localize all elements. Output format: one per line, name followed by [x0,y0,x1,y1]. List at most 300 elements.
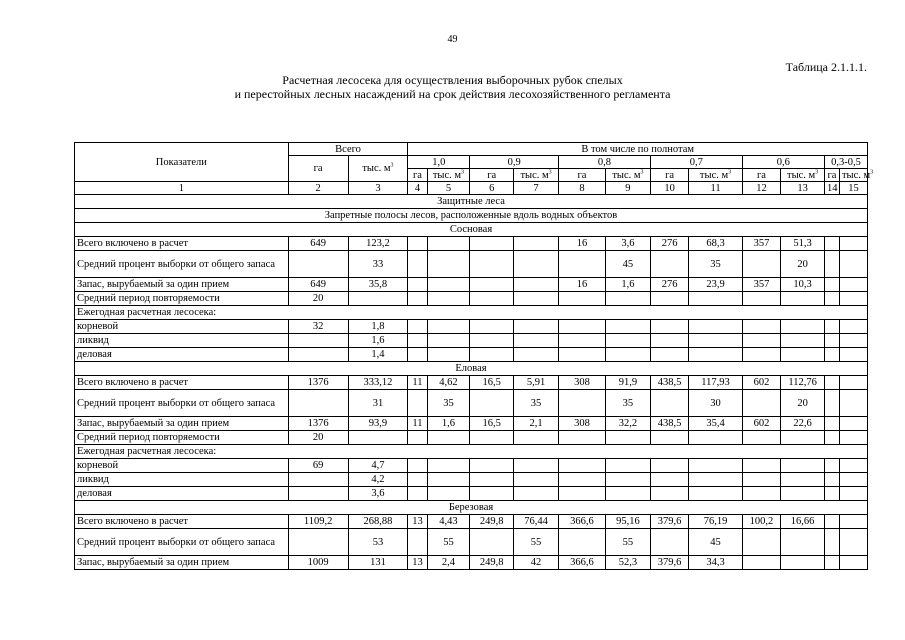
table-cell: 117,93 [689,376,742,390]
row-label: корневой [75,459,289,473]
table-cell: 438,5 [650,417,688,431]
table-cell: 276 [650,278,688,292]
table-cell: 131 [348,556,408,570]
table-cell [408,473,427,487]
table-cell [427,431,470,445]
species-label: Еловая [75,362,868,376]
table-cell [781,556,825,570]
table-cell [839,431,867,445]
table-cell [742,473,780,487]
table-cell [605,487,650,501]
column-number: 14 [824,182,839,195]
row-label: Запас, вырубаемый за один прием [75,278,289,292]
header-unit-volume: тыс. $м^3$ [781,169,825,182]
table-cell [470,334,514,348]
table-cell [348,431,408,445]
table-cell [781,320,825,334]
table-cell [408,334,427,348]
table-cell [689,292,742,306]
table-title [0,73,905,101]
header-unit-ha: га [470,169,514,182]
table-cell [605,348,650,362]
column-number: 2 [288,182,348,195]
table-cell [650,348,688,362]
header-total: Всего [288,143,408,156]
table-cell [514,459,559,473]
table-cell [558,431,605,445]
table-cell [742,251,780,278]
table-cell [427,278,470,292]
table-cell [839,515,867,529]
table-cell: 379,6 [650,556,688,570]
table-cell [650,529,688,556]
row-label: Всего включено в расчет [75,237,289,251]
table-cell: 51,3 [781,237,825,251]
table-cell: 649 [288,278,348,292]
subheading-row [75,306,868,320]
table-cell [288,529,348,556]
header-unit-ha: га [408,169,427,182]
row-label: Всего включено в расчет [75,376,289,390]
table-cell [408,348,427,362]
table-cell [824,529,839,556]
table-cell [514,487,559,501]
table-cell: 68,3 [689,237,742,251]
table-row [75,334,868,348]
table-cell [742,556,780,570]
row-label: ликвид [75,473,289,487]
table-cell [824,556,839,570]
table-cell [514,278,559,292]
row-label: Всего включено в расчет [75,515,289,529]
table-cell: 1009 [288,556,348,570]
row-label: Средний период повторяемости [75,431,289,445]
table-cell [824,348,839,362]
table-cell: 1109,2 [288,515,348,529]
row-label: деловая [75,487,289,501]
table-cell: 2,1 [514,417,559,431]
column-number: 3 [348,182,408,195]
header-unit-volume: тыс. $м^3$ [839,169,867,182]
table-cell [839,556,867,570]
table-cell: 649 [288,237,348,251]
table-cell [742,320,780,334]
table-cell [839,390,867,417]
table-cell [288,487,348,501]
table-cell [650,459,688,473]
table-cell: 35 [689,251,742,278]
table-cell: 366,6 [558,556,605,570]
table-cell [839,237,867,251]
table-row [75,487,868,501]
table-cell [689,334,742,348]
table-cell [839,292,867,306]
table-cell [781,348,825,362]
header-density: 0,6 [742,156,824,169]
table-row [75,292,868,306]
table-cell [470,529,514,556]
table-cell [558,334,605,348]
table-cell [824,515,839,529]
table-cell [408,487,427,501]
table-cell [824,459,839,473]
section-row [75,195,868,209]
table-cell: 20 [288,431,348,445]
table-cell: 55 [427,529,470,556]
table-cell: 76,44 [514,515,559,529]
header-unit-ha: га [742,169,780,182]
column-number: 4 [408,182,427,195]
table-cell [427,334,470,348]
table-row [75,376,868,390]
table-cell: 1,6 [348,334,408,348]
table-cell [781,529,825,556]
table-cell [650,320,688,334]
table-cell [427,292,470,306]
table-cell [824,376,839,390]
table-cell: 112,76 [781,376,825,390]
row-label: Средний процент выборки от общего запаса [75,251,289,278]
table-cell: 249,8 [470,556,514,570]
table-cell: 2,4 [427,556,470,570]
column-number: 6 [470,182,514,195]
table-cell: 100,2 [742,515,780,529]
header-total-ha: га [288,156,348,182]
table-cell: 123,2 [348,237,408,251]
table-cell: 20 [781,251,825,278]
table-cell [824,417,839,431]
column-number: 5 [427,182,470,195]
table-cell [288,473,348,487]
row-label: корневой [75,320,289,334]
header-total-volume: тыс. $м^3$ [348,156,408,182]
table-cell: 16 [558,278,605,292]
table-cell: 22,6 [781,417,825,431]
header-including: В том числе по полнотам [408,143,868,156]
table-cell [427,320,470,334]
table-cell [408,431,427,445]
table-cell [514,431,559,445]
table-cell: 20 [781,390,825,417]
table-cell [650,334,688,348]
table-cell [824,334,839,348]
table-cell [558,320,605,334]
species-label: Сосновая [75,223,868,237]
table-cell [470,459,514,473]
table-cell [348,292,408,306]
table-cell [408,459,427,473]
table-cell [558,529,605,556]
table-cell [408,251,427,278]
table-cell: 1,6 [605,278,650,292]
table-cell [781,292,825,306]
header-column-numbers [75,182,868,195]
table-cell: 16,5 [470,376,514,390]
table-row [75,473,868,487]
table-cell [470,237,514,251]
header-density: 0,3-0,5 [824,156,867,169]
table-cell: 13 [408,515,427,529]
header-unit-volume: тыс. $м^3$ [605,169,650,182]
table-cell [470,278,514,292]
table-cell [427,237,470,251]
table-cell [650,390,688,417]
table-cell [839,473,867,487]
table-cell [470,348,514,362]
table-cell: 276 [650,237,688,251]
table-cell [650,431,688,445]
table-row [75,320,868,334]
table-cell: 366,6 [558,515,605,529]
table-cell: 1,4 [348,348,408,362]
table-cell: 45 [605,251,650,278]
table-cell [470,473,514,487]
table-cell [689,320,742,334]
table-cell: 93,9 [348,417,408,431]
forest-cutting-table [74,142,874,570]
table-cell: 32 [288,320,348,334]
header-density: 0,7 [650,156,742,169]
table-cell: 3,6 [605,237,650,251]
table-cell [824,487,839,501]
table-cell [470,251,514,278]
table-cell [558,487,605,501]
table-cell [689,431,742,445]
table-cell: 308 [558,417,605,431]
row-label: Запас, вырубаемый за один прием [75,556,289,570]
table-cell [408,529,427,556]
table-row [75,515,868,529]
table-cell [408,292,427,306]
table-cell [839,529,867,556]
table-cell [408,320,427,334]
table-cell: 35,8 [348,278,408,292]
table-row [75,278,868,292]
table-cell: 1376 [288,417,348,431]
table-cell [781,487,825,501]
column-number: 10 [650,182,688,195]
table-cell: 32,2 [605,417,650,431]
table-cell: 5,91 [514,376,559,390]
table-cell: 55 [514,529,559,556]
section-water-strips: Запретные полосы лесов, расположенные вдоль водных объектов [75,209,868,223]
table-cell [839,278,867,292]
table-header [75,143,874,195]
table-cell: 4,43 [427,515,470,529]
table-cell [558,390,605,417]
table-cell [689,459,742,473]
table-cell [781,473,825,487]
table-cell: 268,88 [348,515,408,529]
table-cell [824,320,839,334]
title-line-1: Расчетная лесосека для осуществления выборочных рубок спелых [282,73,623,87]
table-cell [742,390,780,417]
row-label: Ежегодная расчетная лесосека: [75,306,868,320]
subheading-row [75,445,868,459]
table-cell [689,348,742,362]
table-cell [470,431,514,445]
header-unit-ha: га [824,169,839,182]
table-cell: 76,19 [689,515,742,529]
table-cell [558,473,605,487]
table-cell: 333,12 [348,376,408,390]
title-line-2: и перестойных лесных насаждений на срок действия лесохозяйственного регламента [234,87,671,101]
header-indicators: Показатели [75,143,289,182]
table-cell: 16,5 [470,417,514,431]
row-label: деловая [75,348,289,362]
row-label: Средний процент выборки от общего запаса [75,529,289,556]
table-cell [650,251,688,278]
table-cell: 3,6 [348,487,408,501]
row-label: Средний процент выборки от общего запаса [75,390,289,417]
table-cell [839,417,867,431]
species-row [75,223,868,237]
table-cell [781,431,825,445]
table-cell: 35 [427,390,470,417]
table-cell: 602 [742,376,780,390]
table-row [75,417,868,431]
column-number: 9 [605,182,650,195]
species-label: Березовая [75,501,868,515]
table-cell [514,320,559,334]
table-cell [558,348,605,362]
table-cell [742,292,780,306]
table-cell [824,390,839,417]
table-cell [742,348,780,362]
table-cell [839,320,867,334]
table-cell [470,487,514,501]
table-body [75,195,868,570]
column-number: 8 [558,182,605,195]
table-cell [427,348,470,362]
table-cell: 20 [288,292,348,306]
table-cell [427,459,470,473]
table-cell: 69 [288,459,348,473]
table-cell [742,487,780,501]
table-cell: 45 [689,529,742,556]
table-row [75,431,868,445]
table-cell [427,251,470,278]
table-cell [839,376,867,390]
column-number: 12 [742,182,780,195]
table-cell: 33 [348,251,408,278]
row-label: Ежегодная расчетная лесосека: [75,445,868,459]
table-cell [605,320,650,334]
table-cell: 95,16 [605,515,650,529]
table-cell [605,459,650,473]
table-cell [839,251,867,278]
table-cell [470,292,514,306]
header-unit-volume: тыс. $м^3$ [689,169,742,182]
page-number: 49 [447,34,458,45]
table-cell: 4,2 [348,473,408,487]
table-cell [427,487,470,501]
table-cell [650,487,688,501]
table-cell: 11 [408,376,427,390]
table-cell: 10,3 [781,278,825,292]
table-cell [288,348,348,362]
table-cell [288,390,348,417]
header-density: 0,9 [470,156,559,169]
table-cell: 1,6 [427,417,470,431]
table-cell: 34,3 [689,556,742,570]
table-cell [288,251,348,278]
table-cell [650,292,688,306]
table-cell [824,292,839,306]
column-number: 7 [514,182,559,195]
table-cell: 1376 [288,376,348,390]
section-protective-forests: Защитные леса [75,195,868,209]
table-cell: 438,5 [650,376,688,390]
table-cell [427,473,470,487]
table-cell [650,473,688,487]
table-cell [408,237,427,251]
header-unit-ha: га [650,169,688,182]
table-cell [605,431,650,445]
row-label: ликвид [75,334,289,348]
table-cell: 35,4 [689,417,742,431]
table-cell: 11 [408,417,427,431]
table-cell [781,459,825,473]
table-cell: 249,8 [470,515,514,529]
table-cell: 23,9 [689,278,742,292]
header-density: 1,0 [408,156,470,169]
table-cell: 4,7 [348,459,408,473]
table-cell: 30 [689,390,742,417]
table-cell: 357 [742,278,780,292]
table-cell [689,473,742,487]
table-cell: 16,66 [781,515,825,529]
table-cell [742,459,780,473]
table-cell [514,348,559,362]
table-row [75,237,868,251]
table-cell [605,334,650,348]
table-cell [514,237,559,251]
table-cell [839,334,867,348]
table-cell [824,251,839,278]
table-cell: 52,3 [605,556,650,570]
section-row [75,209,868,223]
table-cell [408,390,427,417]
table-cell [470,320,514,334]
table-cell [558,459,605,473]
table-cell [514,292,559,306]
column-number: 11 [689,182,742,195]
table-cell: 1,8 [348,320,408,334]
table-cell [288,334,348,348]
table-cell [742,529,780,556]
table-row [75,390,868,417]
table-cell: 357 [742,237,780,251]
header-unit-volume: тыс. $м^3$ [514,169,559,182]
header-unit-ha: га [558,169,605,182]
table-cell [742,334,780,348]
table-cell: 55 [605,529,650,556]
table-row [75,459,868,473]
table-cell: 53 [348,529,408,556]
column-number: 15 [839,182,867,195]
table-cell [824,278,839,292]
table-row [75,251,868,278]
table-cell [558,292,605,306]
table-cell [839,487,867,501]
table-cell: 91,9 [605,376,650,390]
table-cell [742,431,780,445]
table-row [75,529,868,556]
table-cell: 31 [348,390,408,417]
table-row [75,348,868,362]
column-number: 13 [781,182,825,195]
